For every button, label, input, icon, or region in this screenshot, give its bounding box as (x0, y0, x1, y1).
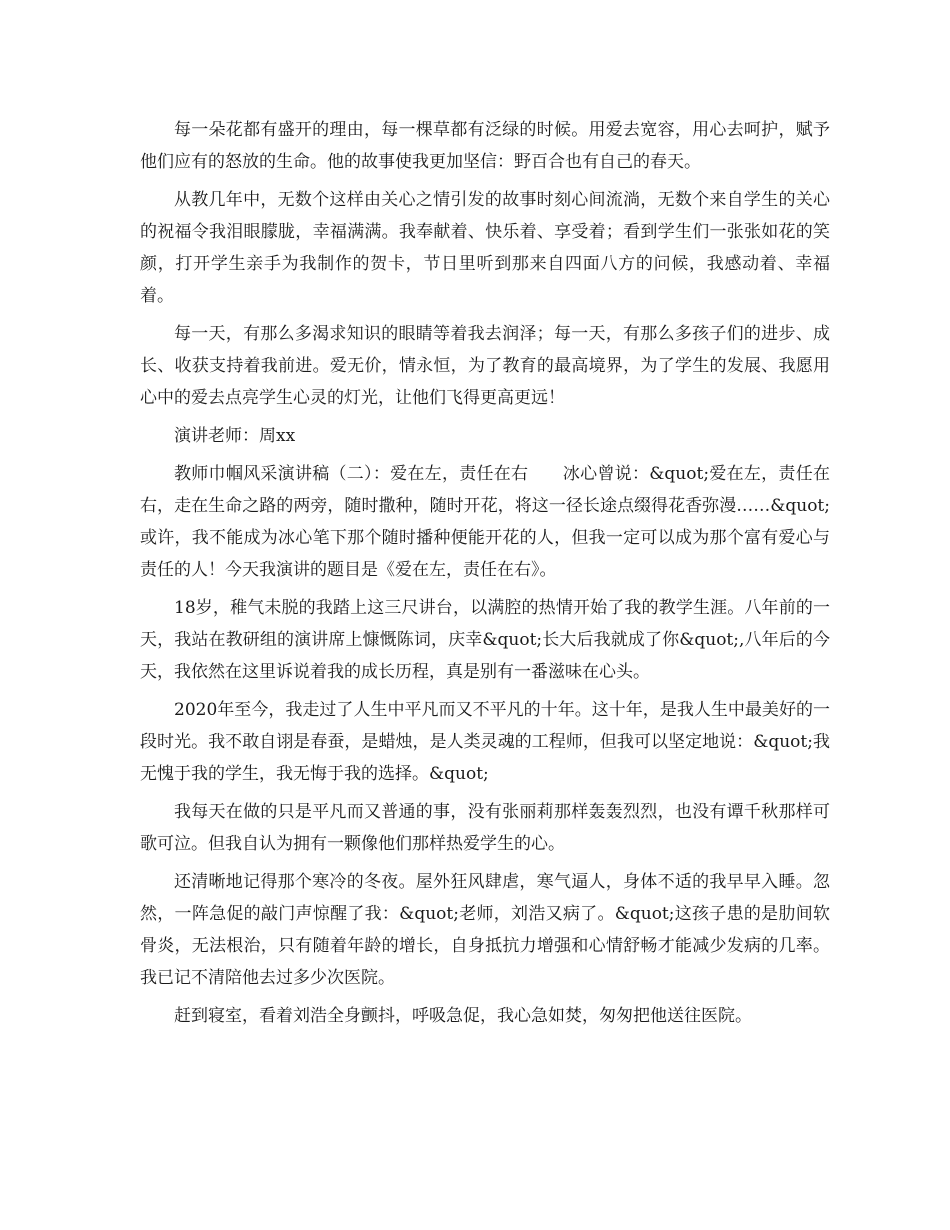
paragraph-8: 我每天在做的只是平凡而又普通的事，没有张丽莉那样轰轰烈烈，也没有谭千秋那样可歌可泣。但我自认为拥有一颗像他们那样热爱学生的心。 (140, 802, 830, 854)
paragraph-10: 赶到寝室，看着刘浩全身颤抖，呼吸急促，我心急如焚，匆匆把他送往医院。 (174, 1006, 752, 1026)
paragraph-6: 18岁，稚气未脱的我踏上这三尺讲台，以满腔的热情开始了我的教学生涯。八年前的一天，我站在教研组的演讲席上慷慨陈词，庆幸&quot;长大后我就成了你&quot;,八年后的今天，我依然在这里诉说着我的成长历程，真是别有一番滋味在心头。 (140, 598, 830, 682)
paragraph-1: 每一朵花都有盛开的理由，每一棵草都有泛绿的时候。用爱去宽容，用心去呵护，赋予他们应有的怒放的生命。他的故事使我更加坚信：野百合也有自己的春天。 (140, 120, 830, 172)
speaker-line: 演讲老师：周xx (174, 426, 296, 446)
document-page (140, 114, 830, 1038)
paragraph-9: 还清晰地记得那个寒冷的冬夜。屋外狂风肆虐，寒气逼人，身体不适的我早早入睡。忽然，一阵急促的敲门声惊醒了我：&quot;老师，刘浩又病了。&quot;这孩子患的是肋间软骨炎，无法根治，只有随着年龄的增长，自身抵抗力增强和心情舒畅才能减少发病的几率。我已记不清陪他去过多少次医院。 (140, 872, 830, 988)
paragraph-3: 每一天，有那么多渴求知识的眼睛等着我去润泽；每一天，有那么多孩子们的进步、成长、收获支持着我前进。爱无价，情永恒，为了教育的最高境界，为了学生的发展、我愿用心中的爱去点亮学生心灵的灯光，让他们飞得更高更远！ (140, 324, 830, 408)
paragraph-2: 从教几年中，无数个这样由关心之情引发的故事时刻心间流淌，无数个来自学生的关心的祝福令我泪眼朦胧，幸福满满。我奉献着、快乐着、享受着；看到学生们一张张如花的笑颜，打开学生亲手为我制作的贺卡，节日里听到那来自四面八方的问候，我感动着、幸福着。 (140, 190, 830, 306)
paragraph-7: 2020年至今，我走过了人生中平凡而又不平凡的十年。这十年，是我人生中最美好的一段时光。我不敢自诩是春蚕，是蜡烛，是人类灵魂的工程师，但我可以坚定地说：&quot;我无愧于我的学生，我无悔于我的选择。&quot; (140, 700, 830, 784)
paragraph-5: 教师巾帼风采演讲稿（二）：爱在左，责任在右 冰心曾说：&quot;爱在左，责任在右，走在生命之路的两旁，随时撒种，随时开花，将这一径长途点缀得花香弥漫……&quot;或许，我不能成为冰心笔下那个随时播种便能开花的人，但我一定可以成为那个富有爱心与责任的人！今天我演讲的题目是《爱在左，责任在右》。 (140, 464, 830, 580)
